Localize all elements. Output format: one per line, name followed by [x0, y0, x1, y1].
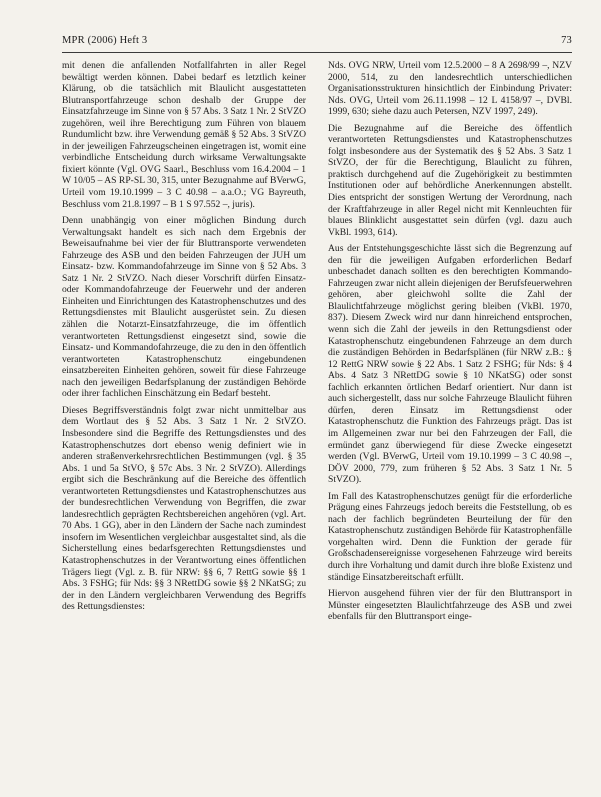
- paragraph: Die Bezugnahme auf die Bereiche des öffentlich verantworteten Rettungsdienstes und Katastrophenschutzes folgt insbesondere aus der Systematik des § 52 Abs. 3 Satz 1 StVZO, der für die Berechtigung, Blaulicht zu führen, praktisch durchgehend auf die Zugehörigkeit zu bestimmten Institutionen oder auf behördliche Anerkennungen abstellt. Dies entspricht der sonstigen Wertung der Verordnung, nach der Kraftfahrzeuge in aller Regel nicht mit Kennleuchten für blaues Blinklicht ausgestattet sein dürfen (vgl. dazu auch VkBl. 1993, 614).: [328, 122, 572, 238]
- paragraph: Hiervon ausgehend führen vier der für den Bluttransport in Münster eingesetzten Blaulichtfahrzeuge des ASB und zwei ebenfalls für den Bluttransport einge-: [328, 588, 572, 623]
- paragraph: Denn unabhängig von einer möglichen Bindung durch Verwaltungsakt handelt es sich nach dem Ergebnis der Beweisaufnahme bei vier der für Bluttransporte verwendeten Fahrzeuge des ASB und den beiden Fahrzeugen der JUH um Einsatz- bzw. Kommandofahrzeuge im Sinne von § 52 Abs. 3 Satz 1 Nr. 2 StVZO. Nach dieser Vorschrift dürfen Einsatz- oder Kommandofahrzeuge der Feuerwehr und der anderen Einheiten und Einrichtungen des Katastrophenschutzes und des Rettungsdienstes mit Blaulicht ausgerüstet sein. Zu diesen zählen die Notarzt-Einsatzfahrzeuge, die im öffentlich verantworteten Rettungsdienst eingesetzt sind, sowie die Einsatz- und Kommandofahrzeuge, die zu den in den öffentlich verantworteten Katastrophenschutz eingebundenen einsatzbereiten Einheiten gehören, soweit für diese Fahrzeuge nach den jeweiligen Bedarfsplanung der zuständigen Behörde oder ihrer fachlichen Einschätzung ein Bedarf besteht.: [62, 215, 306, 400]
- paragraph: Nds. OVG NRW, Urteil vom 12.5.2000 – 8 A 2698/99 –, NZV 2000, 514, zu den landesrechtlich unterschiedlichen Organisationsstrukturen hinsichtlich der Einbindung Privater: Nds. OVG, Urteil vom 26.11.1998 – 12 L 4158/97 –, DVBl. 1999, 630; siehe dazu auch Petersen, NZV 1997, 249).: [328, 60, 572, 118]
- paragraph: mit denen die anfallenden Notfallfahrten in aller Regel bewältigt werden können. Dabei bedarf es letztlich keiner Klärung, ob die tatsächlich mit Blaulicht ausgestatteten Blutransportfahrzeuge schon deshalb der Gruppe der Einsatzfahrzeuge im Sinne von § 57 Abs. 3 Satz 1 Nr. 2 StVZO zugehören, weil ihre Berechtigung zum Führen von blauem Rundumlicht bzw. ihre Verwendung gemäß § 52 Abs. 3 StVZO in der jeweiligen Fahrzeugscheinen eingetragen ist, womit eine verbindliche Entscheidung durch wirksame Verwaltungsakte fixiert könnte (Vgl. OVG Saarl., Beschluss vom 16.4.2004 – 1 W 10/05 – AS RP-SL 30, 315, unter Bezugnahme auf BVerwG, Urteil vom 19.10.1999 – 3 C 40.98 – a.a.O.; VG Bayreuth, Beschluss vom 21.8.1997 – B 1 S 97.552 –, juris).: [62, 60, 306, 210]
- page-number: 73: [561, 35, 572, 46]
- left-text-column: [62, 60, 306, 790]
- paragraph: Aus der Entstehungsgeschichte lässt sich die Begrenzung auf den für die jeweiligen Aufgaben erforderlichen Bedarf unbeschadet danach sollten es den berechtigten Kommando-Fahrzeugen zwar nicht allein diejenigen der Berufsfeuerwehren gehören, aber gleichwohl sollte die Zahl der Blaulichtfahrzeuge möglichst gering bleiben (VkBl. 1970, 837). Diesem Zweck wird nur dann hinreichend entsprochen, wenn sich die Zahl der jeweils in den Rettungsdienst oder Katastrophenschutz eingebundenen Fahrzeuge an dem durch die zuständigen Behörden in Bedarfsplänen (für NRW z.B.: § 12 RettG NRW sowie § 22 Abs. 1 Satz 2 FSHG; für Nds: § 4 Abs. 4 Satz 3 NRettDG sowie § 10 NKatSG) oder sonst fachlich erkannten örtlichen Bedarf orientiert. Nur dann ist auch sichergestellt, dass nur solche Fahrzeuge Blaulicht führen dürfen, deren Einsatz im Rettungsdienst oder Katastrophenschutz die Funktion des Fahrzeugs prägt. Das ist im Allgemeinen zwar nur bei den Fahrzeugen der Fall, die ermündet ganz überwiegend für diese Zwecke eingesetzt werden (Vgl. BVerwG, Urteil vom 19.10.1999 – 3 C 40.98 –, DÖV 2000, 779, zum früheren § 52 Abs. 3 Satz 1 Nr. 5 StVZO).: [328, 243, 572, 486]
- journal-citation: MPR (2006) Heft 3: [62, 35, 148, 46]
- right-text-column: [328, 60, 572, 790]
- running-header: [62, 35, 572, 49]
- paragraph: Im Fall des Katastrophenschutzes genügt für die erforderliche Prägung eines Fahrzeugs jedoch bereits die Feststellung, ob es nach der fachlich begründeten Beurteilung der für den Katastrophenschutz zuständigen Behörde für Katastrophenfälle vorgehalten wird. Denn die Funktion der gerade für Großschadensereignisse vorgesehenen Fahrzeuge wird bereits durch ihre Vorhaltung und damit durch ihre bloße Existenz und ständige Einsatzbereitschaft erfüllt.: [328, 490, 572, 583]
- header-rule: [62, 52, 572, 53]
- paragraph: Dieses Begriffsverständnis folgt zwar nicht unmittelbar aus dem Wortlaut des § 52 Abs. 3 Satz 1 Nr. 2 StVZO. Insbesondere sind die Begriffe des Rettungsdienstes und des Katastrophenschutzes dort ebenso wenig definiert wie in anderen straßenverkehrsrechtlichen Bestimmungen (vgl. § 35 Abs. 1 und 5a StVO, § 57c Abs. 3 Nr. 2 StVZO). Allerdings ergibt sich die Beschränkung auf die Bereiche des öffentlich verantworteten Rettungsdienstes und Katastrophenschutzes aus der bundesrechtlichen Verwendung von Begriffen, die zwar landesrechtlich geprägten Rechtsbereichen angehören (vgl. Art. 70 Abs. 1 GG), aber in den Ländern der Sache nach zumindest insofern im Wesentlichen vergleichbar ausgestaltet sind, als die Sicherstellung eines bedarfsgerechten Rettungsdienstes und Katastrophenschutzes in der Verantwortung eines öffentlichen Trägers liegt (Vgl. z. B. für NRW: §§ 6, 7 RettG sowie §§ 1 Abs. 3 FSHG; für Nds: §§ 3 NRettDG sowie §§ 2 NKatSG; zu der in den Ländern vergleichbaren Verwendung des Begriffs des Rettungsdienstes:: [62, 404, 306, 613]
